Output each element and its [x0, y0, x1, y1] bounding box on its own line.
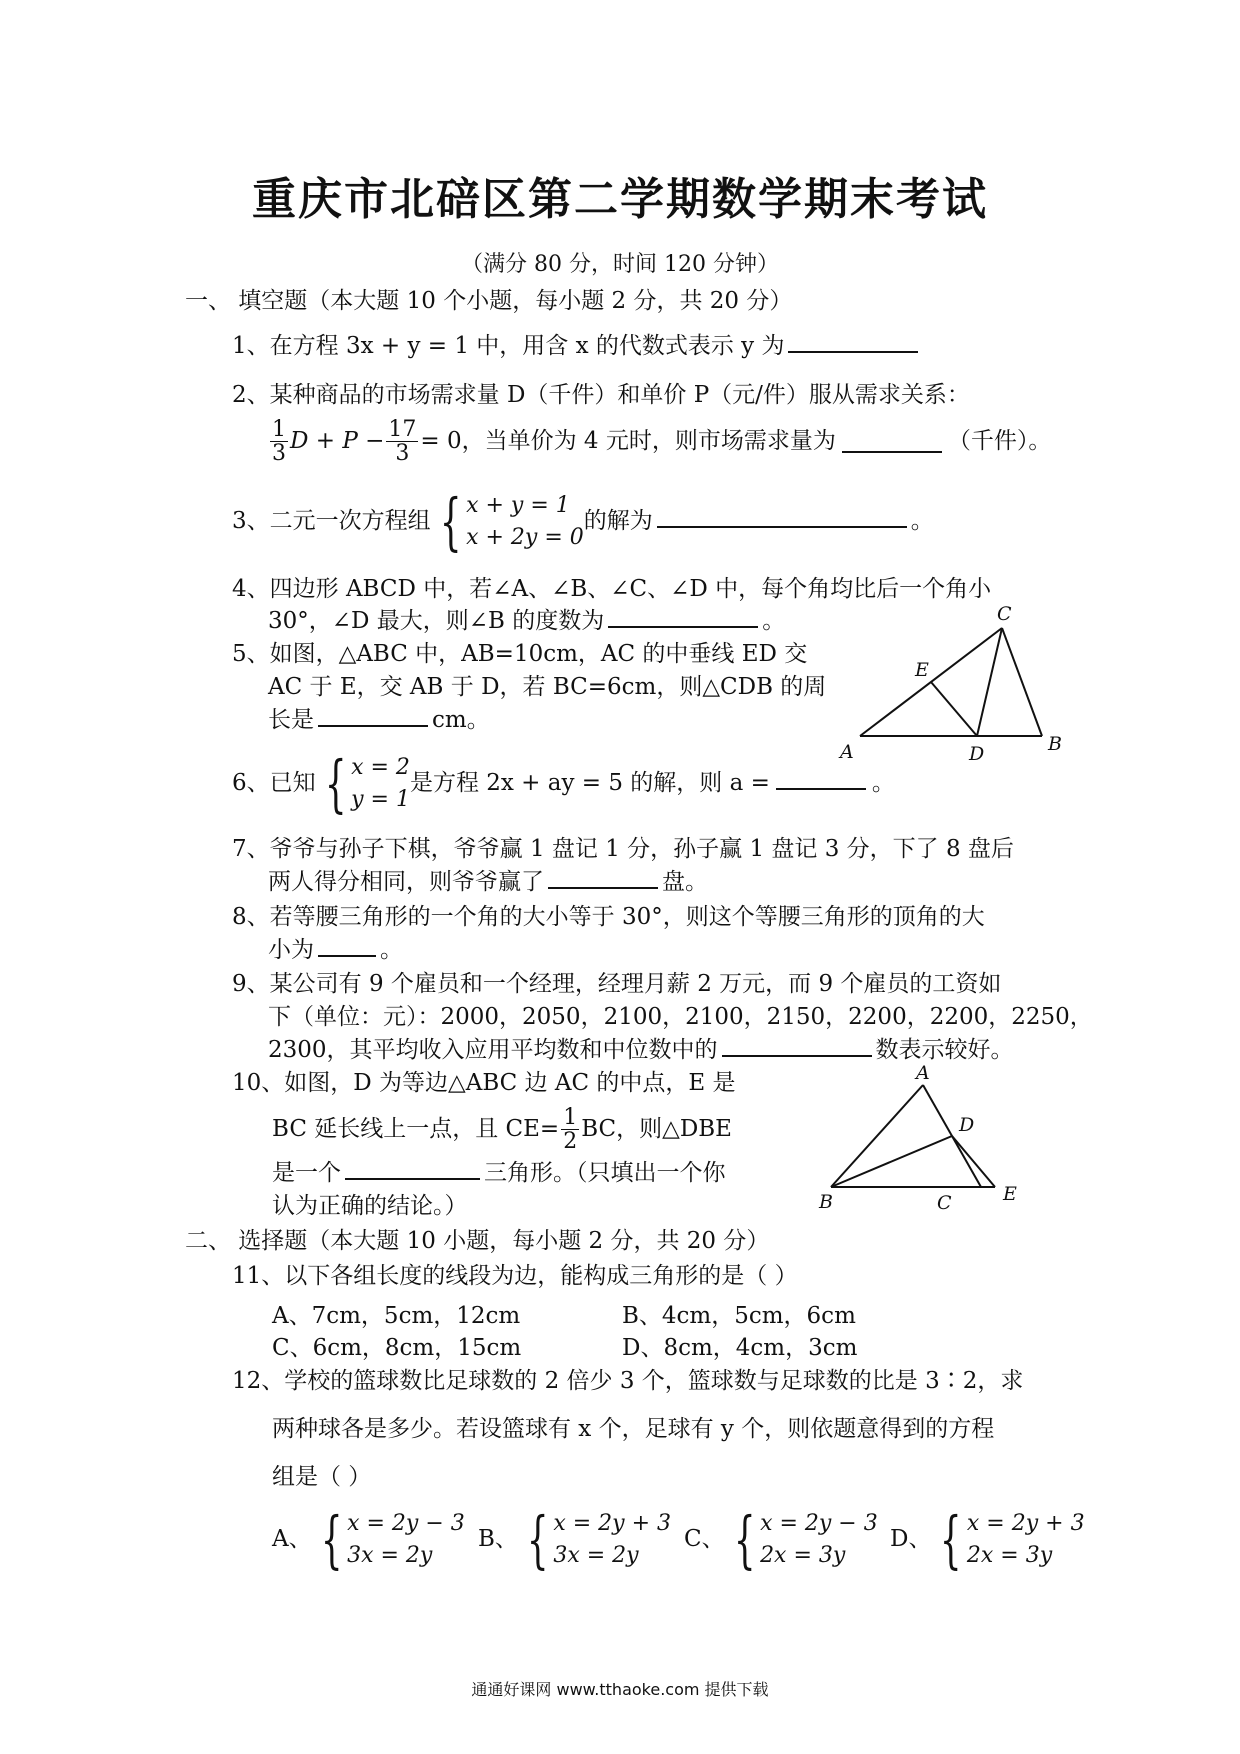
question-7-line2: 两人得分相同，则爷爷赢了 盘。 [268, 869, 708, 895]
vertex-label: C [937, 1192, 952, 1214]
section-1-heading: 一、 填空题（本大题 10 个小题，每小题 2 分，共 20 分） [185, 288, 793, 314]
question-10-line4: 认为正确的结论。） [272, 1193, 468, 1219]
question-9-line1: 9、某公司有 9 个雇员和一个经理，经理月薪 2 万元，而 9 个雇员的工资如 [232, 971, 1002, 997]
question-10-line1: 10、如图，D 为等边△ABC 边 AC 的中点，E 是 [232, 1070, 736, 1096]
question-12-line1: 12、学校的篮球数比足球数的 2 倍少 3 个，篮球数与足球数的比是 3∶2，求 [232, 1368, 1024, 1394]
question-2-line1: 2、某种商品的市场需求量 D（千件）和单价 P（元/件）服从需求关系： [232, 382, 970, 408]
equation-system: { x = 2y − 3 2x = 3y [733, 1502, 878, 1576]
vertex-label: B [1048, 733, 1062, 755]
vertex-label: E [915, 659, 929, 681]
fraction: $\frac{1}{3}$ [272, 417, 286, 467]
question-9-line3: 2300，其平均收入应用平均数和中位数中的 数表示较好。 [268, 1037, 1014, 1063]
option-a[interactable]: A、7cm，5cm，12cm [272, 1303, 521, 1329]
triangle-figure-q5 [830, 600, 1080, 770]
option-c[interactable]: C、 { x = 2y − 3 2x = 3y [684, 1502, 878, 1576]
question-12-line3: 组是（ ） [272, 1464, 372, 1490]
segment-bc [1002, 628, 1042, 736]
page-title: 重庆市北碚区第二学期数学期末考试 [252, 174, 988, 225]
equation-system: { x + y = 1 x + 2y = 0 [439, 484, 584, 558]
question-5-line2: AC 于 E，交 AB 于 D，若 BC=6cm，则△CDB 的周 [268, 674, 827, 700]
segment-bd [831, 1136, 952, 1187]
fraction: $\frac{1}{2}$ [563, 1105, 578, 1155]
option-d[interactable]: D、 { x = 2y + 3 2x = 3y [890, 1502, 1085, 1576]
fraction: $\frac{17}{3}$ [388, 417, 417, 467]
question-4-line2: 30°，∠D 最大，则∠B 的度数为 。 [268, 608, 786, 634]
question-9-line2: 下（单位：元）：2000，2050，2100，2100，2150，2200，2200，2250， [268, 1004, 1093, 1030]
answer-blank[interactable] [722, 1053, 872, 1057]
question-11-stem: 11、以下各组长度的线段为边，能构成三角形的是（ ） [232, 1263, 798, 1289]
section-2-heading: 二、 选择题（本大题 10 小题，每小题 2 分，共 20 分） [185, 1228, 770, 1254]
vertex-label: A [916, 1065, 930, 1084]
question-10-line2: BC 延长线上一点，且 CE= $\frac{1}{2}$ BC，则△DBE [272, 1105, 732, 1155]
answer-blank[interactable] [608, 624, 758, 628]
answer-blank[interactable] [788, 349, 918, 353]
question-1-text: 1、在方程 3x + y = 1 中，用含 x 的代数式表示 y 为 [232, 333, 785, 359]
equation-system: { x = 2y − 3 3x = 2y [320, 1502, 465, 1576]
answer-blank[interactable] [318, 953, 376, 957]
question-3: 3、二元一次方程组 { x + y = 1 x + 2y = 0 的解为 。 [232, 484, 934, 558]
question-6: 6、已知 { x = 2 y = 1 是方程 2x + ay = 5 的解，则 a = 。 [232, 746, 895, 820]
vertex-label: B [819, 1191, 833, 1213]
answer-blank[interactable] [657, 524, 907, 528]
answer-blank[interactable] [776, 786, 866, 790]
footer-source: 通通好课网 www.tthaoke.com 提供下载 [471, 1680, 769, 1699]
question-1 [232, 335, 918, 358]
question-12-line2: 两种球各是多少。若设篮球有 x 个，足球有 y 个，则依题意得到的方程 [272, 1416, 995, 1442]
answer-blank[interactable] [318, 723, 428, 727]
question-2-line2: $\frac{1}{3}$ D + P − $\frac{17}{3}$ = 0，当单价为 4 元时，则市场需求量为 （千件）。 [272, 417, 1052, 467]
question-4-line1: 4、四边形 ABCD 中，若∠A、∠B、∠C、∠D 中，每个角均比后一个角小 [232, 576, 992, 602]
question-7-line1: 7、爷爷与孙子下棋，爷爷赢 1 盘记 1 分，孙子赢 1 盘记 3 分，下了 8 盘后 [232, 836, 1014, 862]
question-5-line1: 5、如图，△ABC 中，AB=10cm，AC 的中垂线 ED 交 [232, 641, 808, 667]
option-c[interactable]: C、6cm，8cm，15cm [272, 1335, 522, 1361]
answer-blank[interactable] [345, 1176, 480, 1180]
option-b[interactable]: B、4cm，5cm，6cm [622, 1303, 856, 1329]
question-8-line1: 8、若等腰三角形的一个角的大小等于 30°，则这个等腰三角形的顶角的大 [232, 904, 985, 930]
vertex-label: D [969, 743, 985, 765]
question-10-line3: 是一个 三角形。（只填出一个你 [272, 1160, 726, 1186]
equation-system: { x = 2y + 3 2x = 3y [940, 1502, 1085, 1576]
equation-system: { x = 2 y = 1 [324, 746, 410, 820]
option-d[interactable]: D、8cm，4cm，3cm [622, 1335, 858, 1361]
equation-system: { x = 2y + 3 3x = 2y [526, 1502, 672, 1576]
question-8-line2: 小为 。 [268, 937, 403, 963]
segment-ab [831, 1085, 923, 1187]
segment-de [952, 1136, 995, 1187]
question-5-line3: 长是 cm。 [268, 707, 490, 733]
answer-blank[interactable] [842, 449, 942, 453]
option-b[interactable]: B、 { x = 2y + 3 3x = 2y [478, 1502, 672, 1576]
segment-ed [931, 682, 977, 736]
exam-subtitle: （满分 80 分，时间 120 分钟） [461, 252, 779, 277]
option-a[interactable]: A、 { x = 2y − 3 3x = 2y [272, 1502, 465, 1576]
vertex-label: A [840, 741, 854, 763]
triangle-figure-q10 [815, 1065, 1025, 1220]
answer-blank[interactable] [548, 885, 658, 889]
vertex-label: E [1003, 1183, 1017, 1205]
vertex-label: C [997, 603, 1012, 625]
vertex-label: D [959, 1114, 975, 1136]
